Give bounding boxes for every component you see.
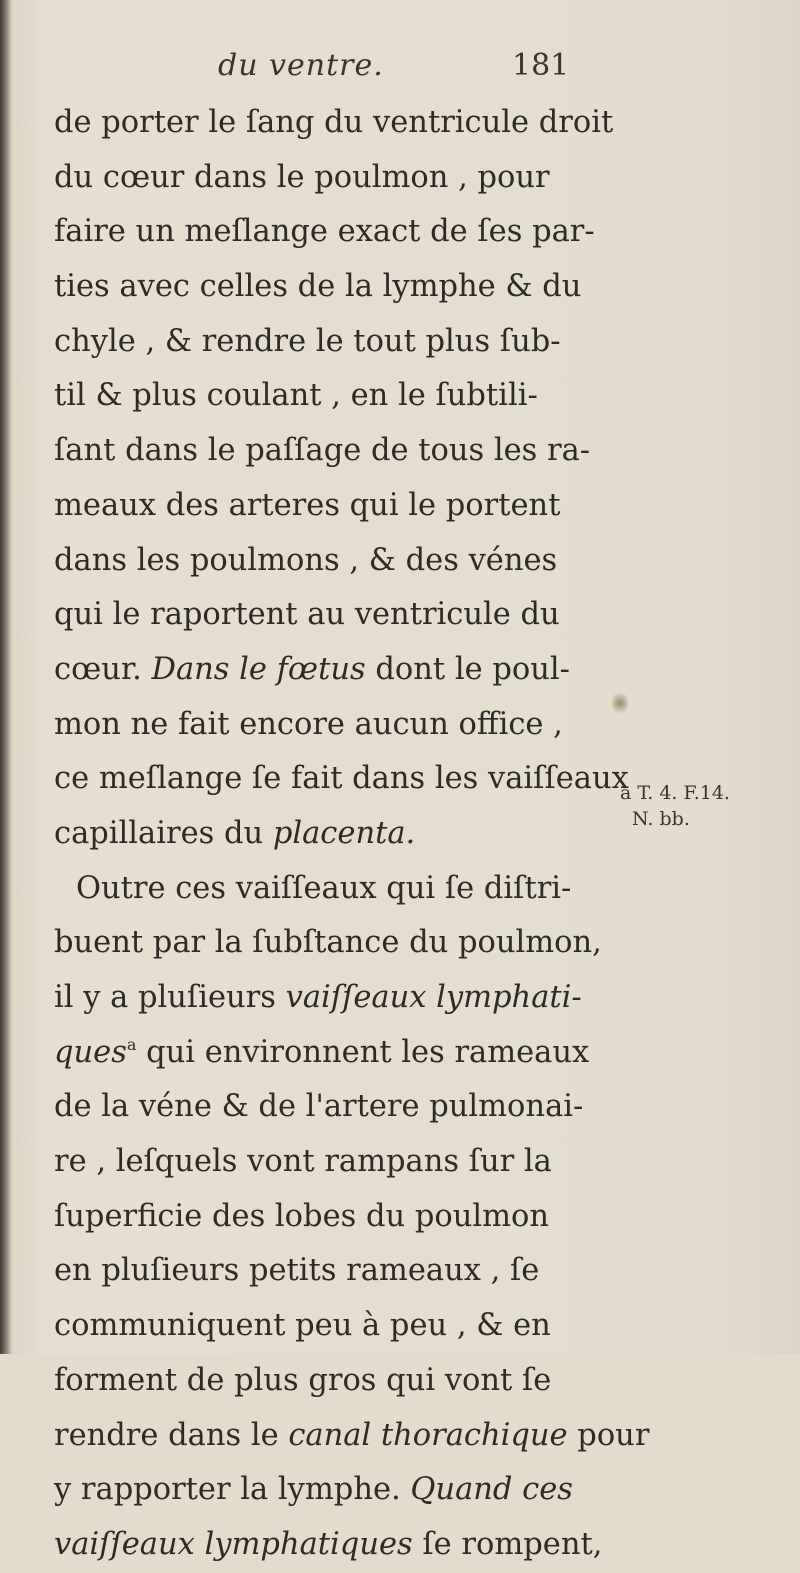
italic-phrase: Dans le fœtus [151, 651, 366, 687]
page-number: 181 [512, 48, 570, 83]
italic-phrase: vaiſſeaux lymphatiques [54, 1526, 413, 1562]
text-line: ques$^a$ qui environnent les rameaux [54, 1034, 590, 1070]
text-line: forment de plus gros qui vont ſe [54, 1362, 552, 1398]
text-line: il y a pluſieurs vaiſſeaux lymphati- [54, 980, 582, 1015]
text-line: ties avec celles de la lymphe & du [54, 269, 582, 305]
text-line: cœur. Dans le fœtus dont le poul- [54, 651, 570, 687]
text-line: en pluſieurs petits rameaux , ſe [54, 1253, 540, 1289]
margin-notes [620, 780, 790, 832]
margin-note-reference: N. bb. [632, 808, 690, 830]
text-line: ſant dans le paſſage de tous les ra- [54, 433, 591, 469]
text-line: buent par la ſubſtance du poulmon, [54, 925, 602, 961]
text-line: chyle , & rendre le tout plus ſub- [54, 323, 561, 359]
italic-phrase: Quand ces [410, 1472, 573, 1508]
text-line: de la véne & de l'artere pulmonai- [54, 1089, 584, 1125]
margin-note-reference: a T. 4. F.14. [620, 782, 730, 804]
italic-phrase: placenta. [272, 815, 416, 851]
text-line: re , leſquels vont rampans ſur la [54, 1144, 552, 1180]
text-line: ſuperficie des lobes du poulmon [54, 1198, 550, 1234]
body-text [54, 96, 650, 1573]
italic-phrase: vaiſſeaux lymphati- [285, 980, 582, 1015]
text-line: rendre dans le canal thorachique pour [54, 1417, 650, 1453]
ink-stain [612, 690, 628, 716]
text-line: meaux des arteres qui le portent [54, 487, 561, 523]
text-line: til & plus coulant , en le ſubtili- [54, 378, 538, 414]
text-line: faire un meſlange exact de ſes par- [54, 214, 595, 250]
text-line: communiquent peu à peu , & en [54, 1308, 551, 1344]
text-line: du cœur dans le poulmon , pour [54, 159, 550, 195]
text-line: qui le raportent au ventricule du [54, 597, 560, 633]
italic-phrase: canal thorachique [288, 1417, 568, 1453]
text-line: y rapporter la lymphe. Quand ces [54, 1472, 573, 1508]
italic-phrase: ques [54, 1034, 127, 1070]
paragraph-start-line: Outre ces vaiſſeaux qui ſe diſtri- [76, 870, 572, 906]
text-line: dans les poulmons , & des vénes [54, 542, 558, 578]
text-line: de porter le ſang du ventricule droit [54, 105, 614, 140]
text-line: capillaires du placenta. [54, 815, 416, 851]
running-title: du ventre. [218, 48, 384, 83]
text-line: mon ne fait encore aucun office , [54, 706, 563, 742]
text-line: ce meſlange ſe fait dans les vaiſſeaux [54, 761, 629, 797]
footnote-marker: a [126, 1034, 137, 1054]
page-gutter [0, 0, 12, 1354]
text-line: vaiſſeaux lymphatiques ſe rompent, [54, 1526, 603, 1562]
page-header [60, 48, 620, 88]
